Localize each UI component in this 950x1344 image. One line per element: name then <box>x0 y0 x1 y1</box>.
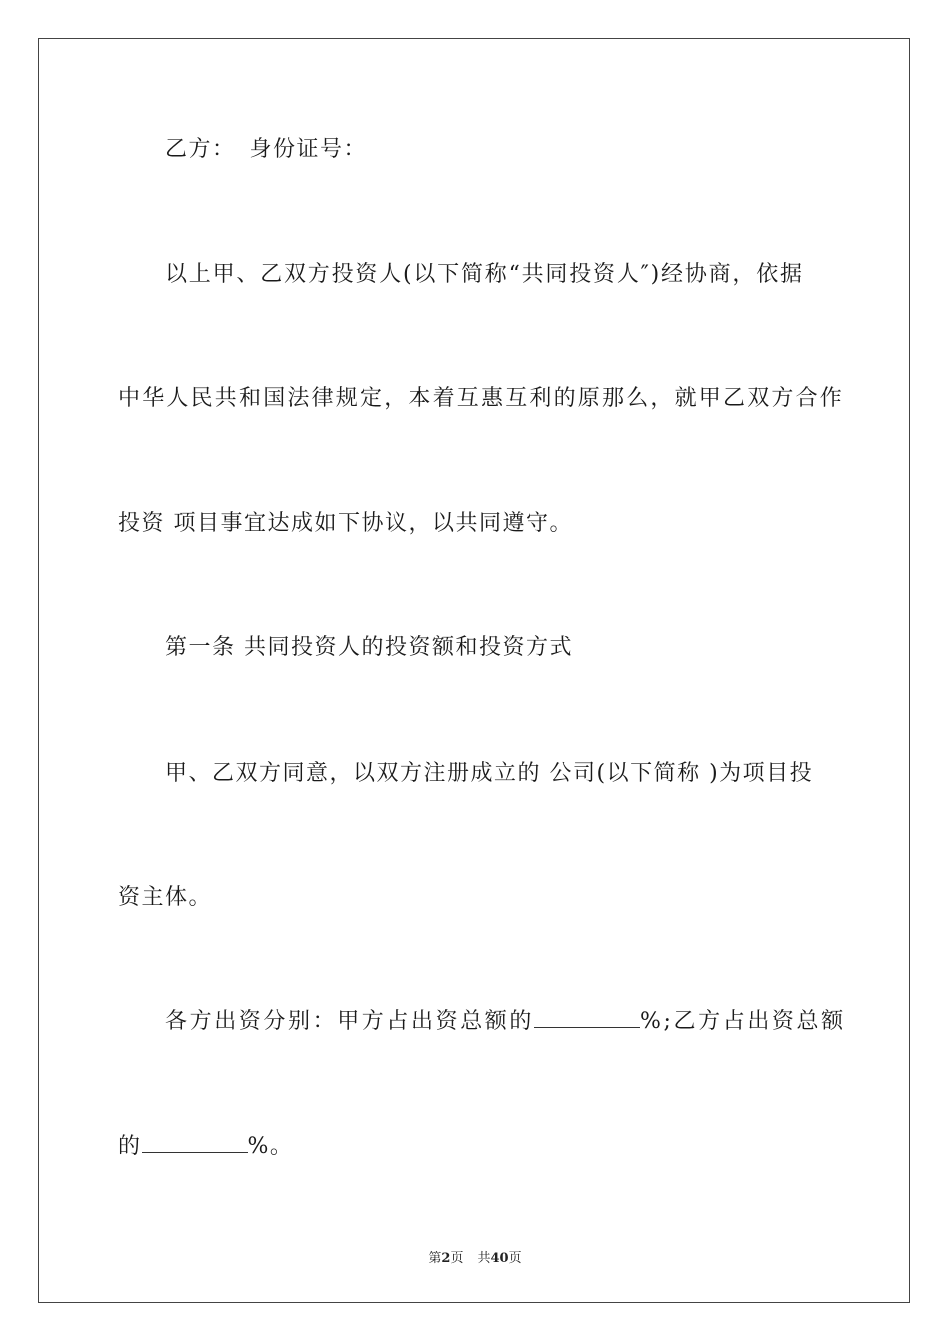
total-unit: 页 <box>508 1251 522 1266</box>
id-number-label: 身份证号： <box>249 137 368 162</box>
current-page-number: 2 <box>441 1251 451 1266</box>
page-border <box>38 38 910 1303</box>
contribution-text-b: %;乙方占出资总额 <box>640 1009 846 1034</box>
page-footer <box>0 1247 950 1266</box>
party-b-percentage-blank[interactable] <box>142 1132 248 1153</box>
contribution-text-d: %。 <box>247 1134 294 1159</box>
contribution-line-1 <box>165 1007 846 1037</box>
article-1-title: 第一条 共同投资人的投资额和投资方式 <box>165 635 573 660</box>
party-a-percentage-blank[interactable] <box>534 1007 640 1028</box>
article-1-line-1: 甲、乙双方同意，以双方注册成立的 公司(以下简称 )为项目投 <box>165 761 814 786</box>
intro-line-3: 投资 项目事宜达成如下协议，以共同遵守。 <box>118 511 573 536</box>
total-prefix: 共 <box>477 1251 491 1266</box>
party-b-label: 乙方： <box>165 137 236 162</box>
party-b-line <box>165 135 367 165</box>
article-1-line-2: 资主体。 <box>118 885 213 910</box>
intro-line-2: 中华人民共和国法律规定，本着互惠互利的原那么，就甲乙双方合作 <box>118 386 845 411</box>
page-unit: 页 <box>450 1251 464 1266</box>
page-prefix: 第 <box>428 1251 442 1266</box>
contribution-line-2 <box>118 1132 293 1162</box>
intro-line-1: 以上甲、乙双方投资人(以下简称“共同投资人″)经协商，依据 <box>165 262 804 287</box>
total-page-count: 40 <box>490 1251 509 1266</box>
contribution-text-a: 各方出资分别：甲方占出资总额的 <box>165 1009 535 1034</box>
contribution-text-c: 的 <box>118 1134 142 1159</box>
